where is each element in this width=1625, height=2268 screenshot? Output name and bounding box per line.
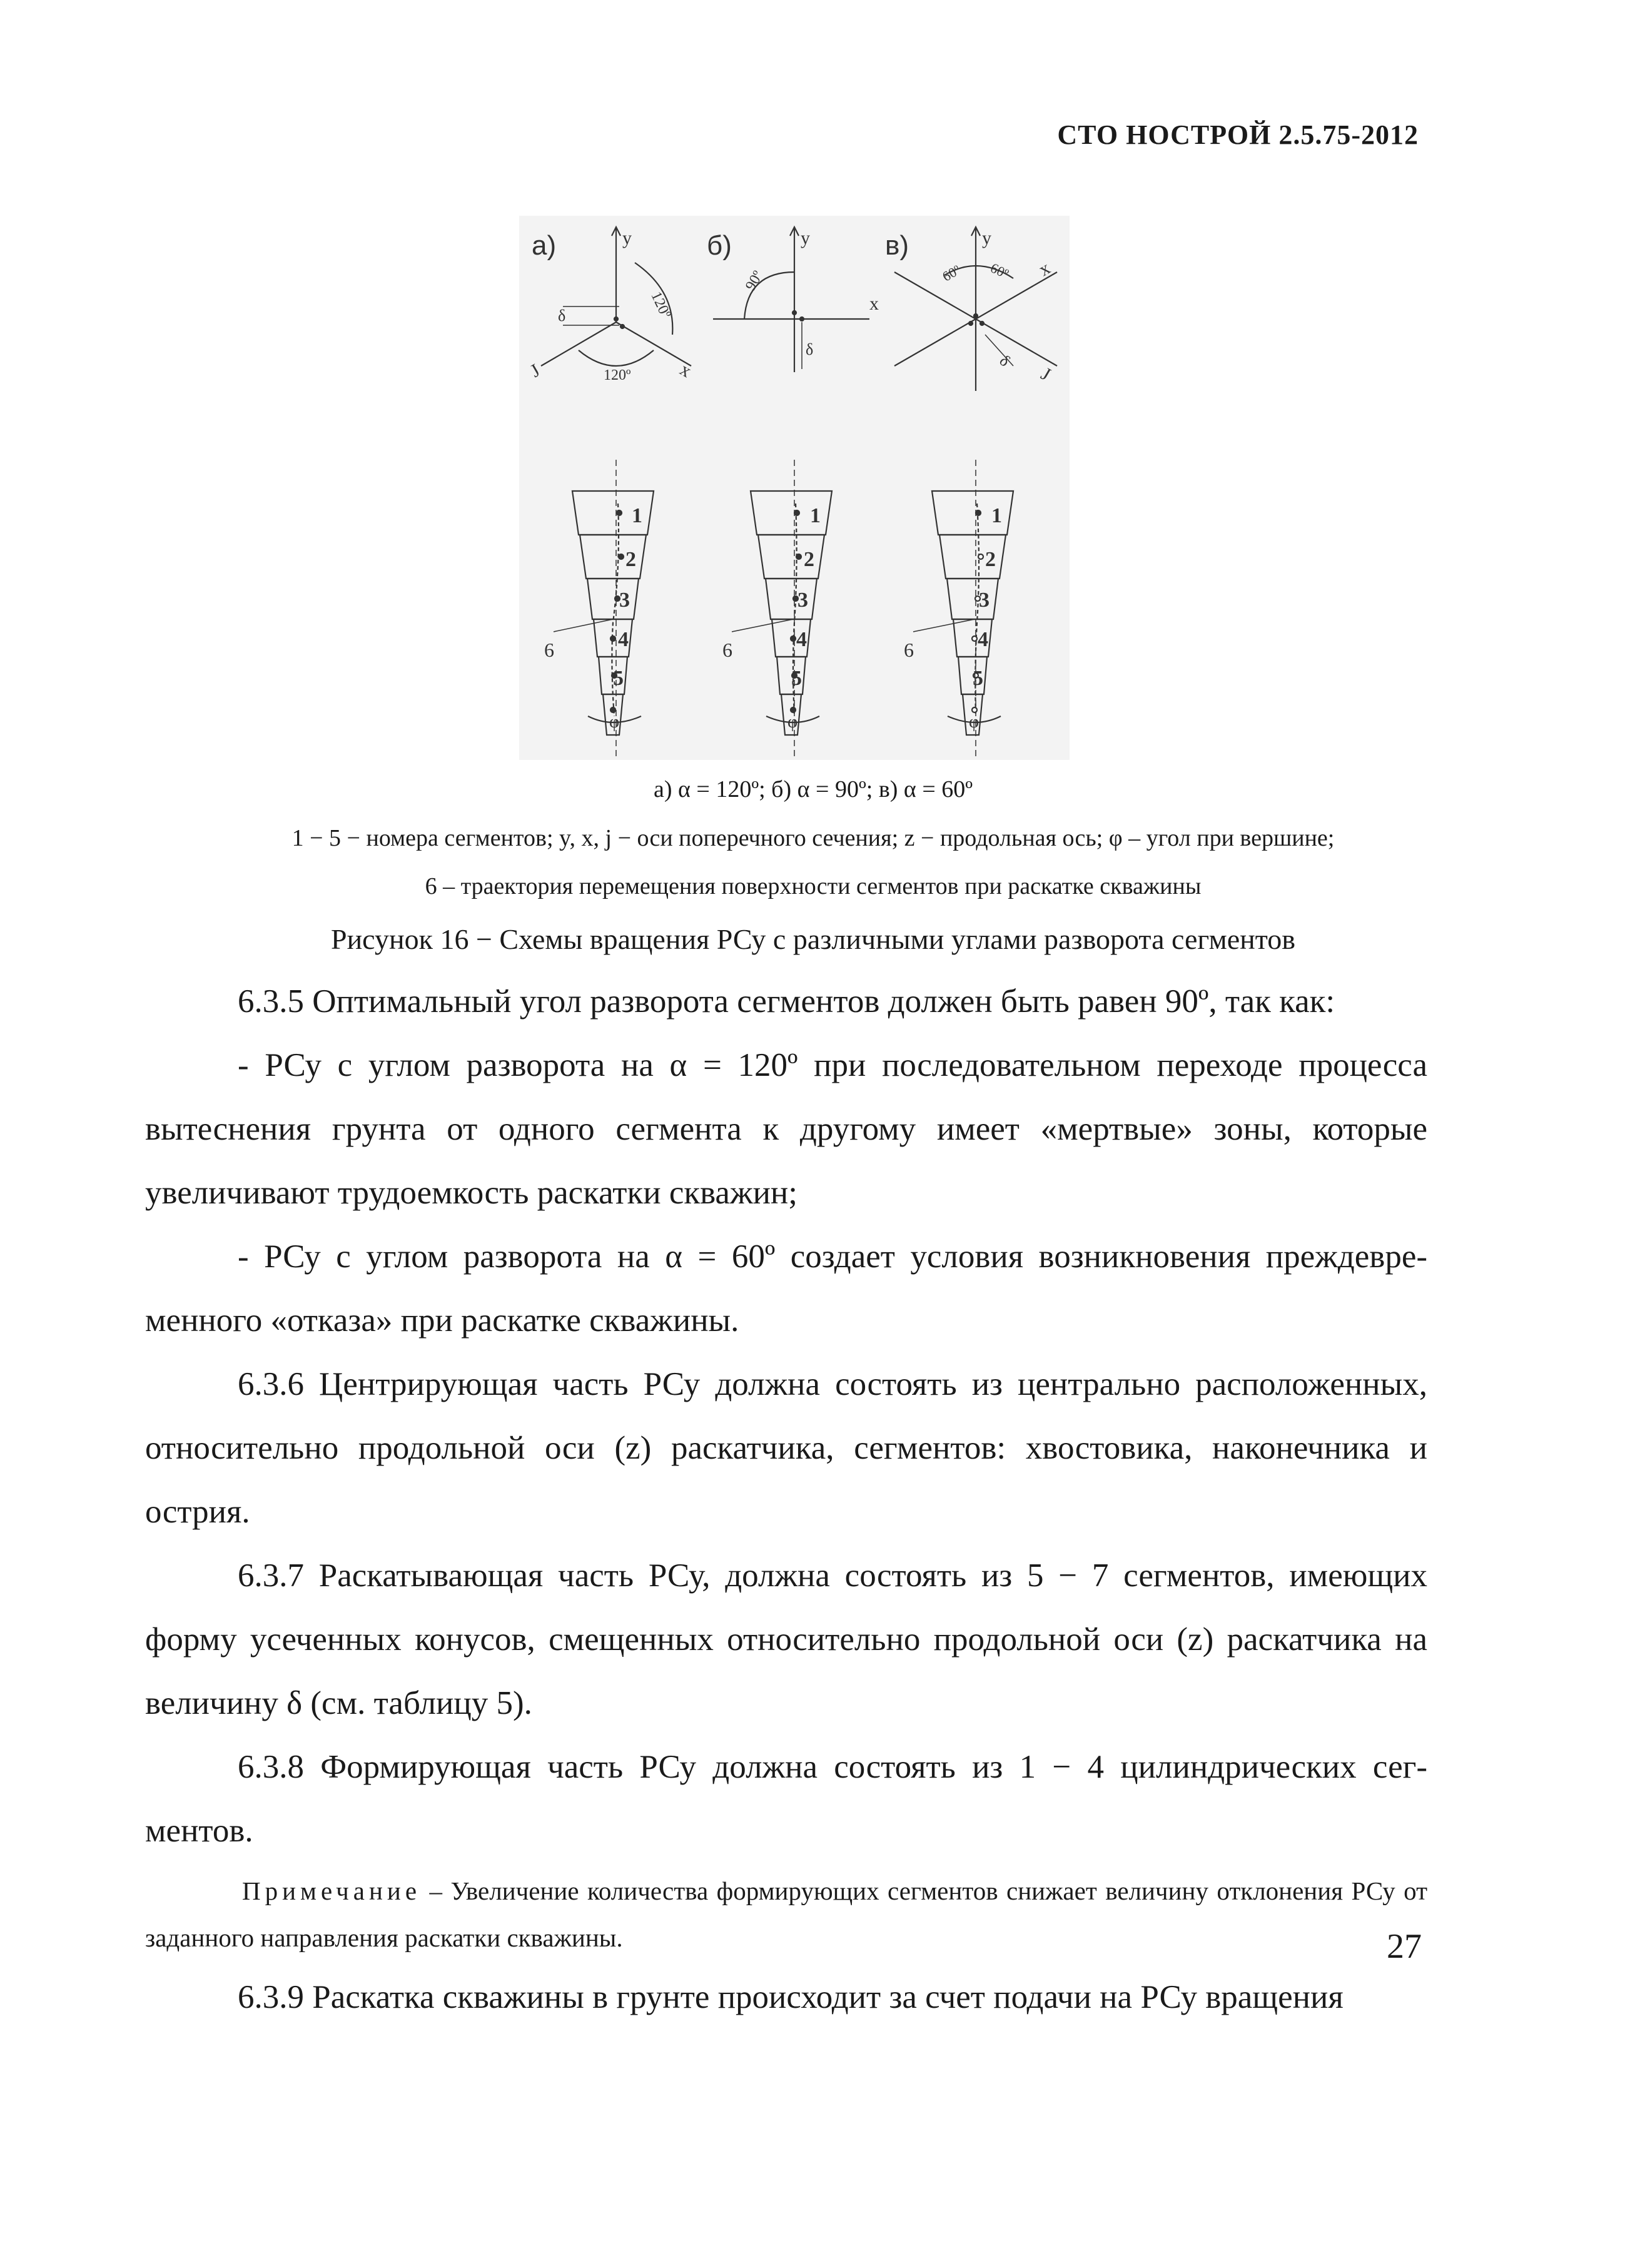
- segment-number-a4: 4: [618, 628, 629, 651]
- segment-number-b3: 3: [797, 589, 808, 612]
- note: [145, 1868, 1427, 1962]
- angle-label-c2: 60º: [988, 260, 1011, 282]
- segment-number-b2: 2: [804, 548, 814, 571]
- segment-number-c3: 3: [979, 589, 990, 612]
- figure-title: Рисунок 16 − Схемы вращения РСу с различными углами разворота сегментов: [330, 923, 1295, 955]
- paragraph-6-3-7: 6.3.7 Раскатывающая часть РСу, должна состоять из 5 − 7 сегментов, имеющих форму усеченных конусов, смещенных относительно продольной оси (z) раскатчика на величину δ (см. таблицу 5).: [145, 1557, 1427, 1721]
- segment-number-a2: 2: [625, 548, 636, 571]
- paragraph-6-3-8: 6.3.8 Формирующая часть РСу должна состоять из 1 − 4 цилиндрических сегментов.: [145, 1749, 1427, 1849]
- paragraph-120-degree: - РСу с углом разворота на α = 120º при последовательном переходе процесса вытеснения грунта от одного сегмента к другому имеет «мертвые» зоны, которые увеличивают трудоемкость раскатки скважин;: [145, 1047, 1427, 1211]
- angle-label-a1: 120º: [647, 289, 674, 321]
- angle-label-c1: 60º: [939, 261, 963, 285]
- trajectory-label-b: 6: [722, 639, 732, 661]
- paragraph-6-3-5: 6.3.5 Оптимальный угол разворота сегментов должен быть равен 90º, так как:: [238, 983, 1335, 1020]
- paragraph-6-3-6: 6.3.6 Центрирующая часть РСу должна состоять из центрально расположенных, относительно продольной оси (z) раскатчика, сегментов: хвостовика, наконечника и острия.: [145, 1366, 1427, 1530]
- rotation-schemes-figure: [519, 216, 1070, 760]
- trajectory-label-a: 6: [544, 639, 554, 661]
- figure-caption-trajectory: 6 – траектория перемещения поверхности сегментов при раскатке скважины: [425, 873, 1202, 899]
- figure-caption-legend: 1 − 5 − номера сегментов; y, x, j − оси поперечного сечения; z − продольная ось; φ – угол при вершине;: [291, 825, 1335, 851]
- axis-j-c: J: [1037, 363, 1055, 385]
- document-header: СТО НОСТРОЙ 2.5.75-2012: [1057, 119, 1419, 150]
- apex-label-c: φ: [969, 712, 980, 732]
- segment-number-a1: 1: [632, 504, 642, 527]
- paragraph-60-degree: - РСу с углом разворота на α = 60º создает условия возникновения преждевременного «отказа» при раскатке скважины.: [145, 1238, 1427, 1339]
- note-text: – Увеличение количества формирующих сегментов снижает величину отклонения РСу от заданного направления раскатки скважины.: [145, 1876, 1427, 1952]
- paragraph-6-3-9: 6.3.9 Раскатка скважины в грунте происходит за счет подачи на РСу вращения: [238, 1979, 1344, 2015]
- angle-label-a2: 120º: [604, 367, 631, 383]
- page-number: 27: [1387, 1927, 1422, 1966]
- axis-y-c: y: [982, 228, 991, 248]
- panel-b-letter: б): [707, 230, 732, 261]
- body-text: [145, 969, 1427, 2029]
- figure-caption-variants: а) α = 120º; б) α = 90º; в) α = 60º: [653, 776, 973, 802]
- trajectory-label-c: 6: [904, 639, 914, 661]
- axis-y-a: y: [622, 228, 632, 248]
- segment-number-b4: 4: [796, 628, 807, 651]
- delta-label-b: δ: [806, 340, 814, 358]
- panel-c-letter: в): [885, 230, 909, 261]
- delta-label-c: δ: [996, 351, 1014, 370]
- axis-x-a: x: [676, 358, 695, 382]
- segment-number-c1: 1: [991, 504, 1002, 527]
- rotation-schemes-diagram: [519, 216, 1070, 760]
- panel-a-letter: а): [532, 230, 557, 261]
- angle-label-b: 90º: [742, 268, 767, 294]
- axis-j-a: J: [527, 360, 544, 382]
- apex-label-b: φ: [787, 712, 798, 732]
- apex-label-a: φ: [609, 712, 620, 732]
- axis-x-c: x: [1035, 257, 1054, 280]
- axis-x-b: x: [869, 293, 879, 314]
- segment-number-a3: 3: [619, 589, 630, 612]
- segment-number-b1: 1: [810, 504, 821, 527]
- segment-number-c5: 5: [973, 667, 983, 690]
- segment-number-c4: 4: [978, 628, 988, 651]
- segment-number-b5: 5: [791, 667, 802, 690]
- axis-y-b: y: [801, 228, 810, 248]
- segment-number-a5: 5: [613, 667, 624, 690]
- note-label: Примечание: [242, 1876, 422, 1905]
- delta-label-a: δ: [558, 306, 566, 325]
- segment-number-c2: 2: [985, 548, 996, 571]
